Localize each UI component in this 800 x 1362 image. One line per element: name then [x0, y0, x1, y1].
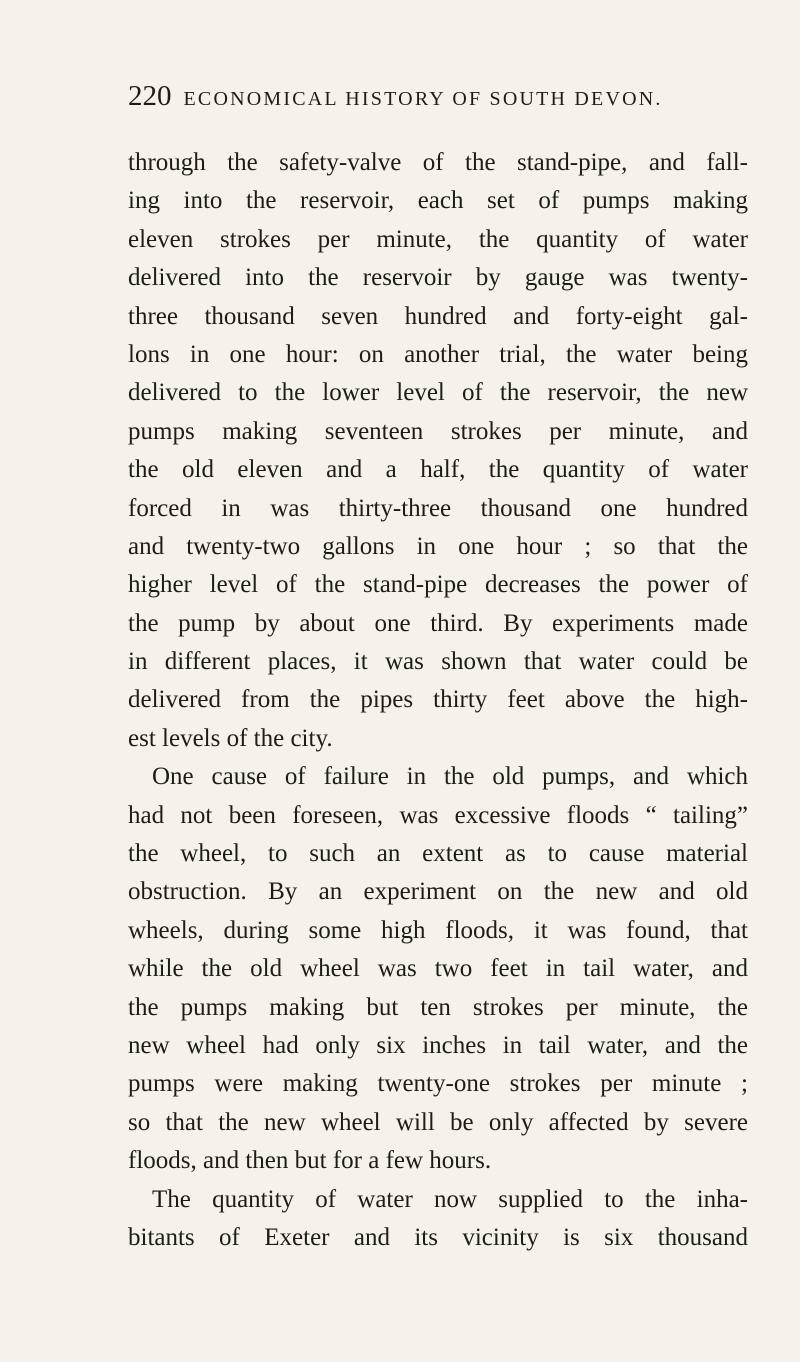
text-line: delivered to the lower level of the reservoir, the new [128, 379, 748, 407]
text-line: pumps were making twenty-one strokes per minute ; [128, 1070, 748, 1098]
text-line: new wheel had only six inches in tail water, and the [128, 1031, 748, 1059]
text-line: eleven strokes per minute, the quantity of water [128, 225, 748, 253]
text-line: and twenty-two gallons in one hour ; so that the [128, 532, 748, 560]
text-line: the pumps making but ten strokes per minute, the [128, 993, 748, 1021]
body-text [128, 144, 748, 1257]
text-line: the wheel, to such an extent as to cause material [128, 840, 748, 868]
text-line: ing into the reservoir, each set of pumps making [128, 187, 748, 215]
text-line: higher level of the stand-pipe decreases the power of [128, 571, 748, 599]
paragraph-end-line: est levels of the city. [128, 724, 333, 752]
text-line: the pump by about one third. By experiments made [128, 609, 748, 637]
text-line: obstruction. By an experiment on the new and old [128, 878, 748, 906]
text-line: in different places, it was shown that water could be [128, 648, 748, 676]
text-line: the old eleven and a half, the quantity of water [128, 456, 748, 484]
text-line: lons in one hour: on another trial, the water being [128, 340, 748, 368]
text-line: so that the new wheel will be only affected by severe [128, 1108, 748, 1136]
text-line: three thousand seven hundred and forty-eight gal- [128, 302, 748, 330]
paragraph-end-line: floods, and then but for a few hours. [128, 1147, 492, 1175]
paragraph-start-line: The quantity of water now supplied to the inha- [152, 1185, 748, 1213]
text-line: pumps making seventeen strokes per minute, and [128, 417, 748, 445]
running-title: ECONOMICAL HISTORY OF SOUTH DEVON. [183, 88, 663, 110]
text-line: wheels, during some high floods, it was found, that [128, 916, 748, 944]
text-line: had not been foreseen, was excessive floods “ tailing” [128, 801, 748, 829]
text-line: delivered from the pipes thirty feet above the high- [128, 686, 748, 714]
page-number: 220 [128, 80, 172, 112]
text-line: delivered into the reservoir by gauge was twenty- [128, 264, 748, 292]
paragraph-start-line: One cause of failure in the old pumps, and which [152, 763, 748, 791]
text-line: through the safety-valve of the stand-pipe, and fall- [128, 149, 748, 176]
text-line: forced in was thirty-three thousand one hundred [128, 494, 748, 522]
text-line: bitants of Exeter and its vicinity is six thousand [128, 1223, 748, 1251]
text-line: while the old wheel was two feet in tail water, and [128, 955, 748, 983]
running-head [128, 80, 748, 124]
